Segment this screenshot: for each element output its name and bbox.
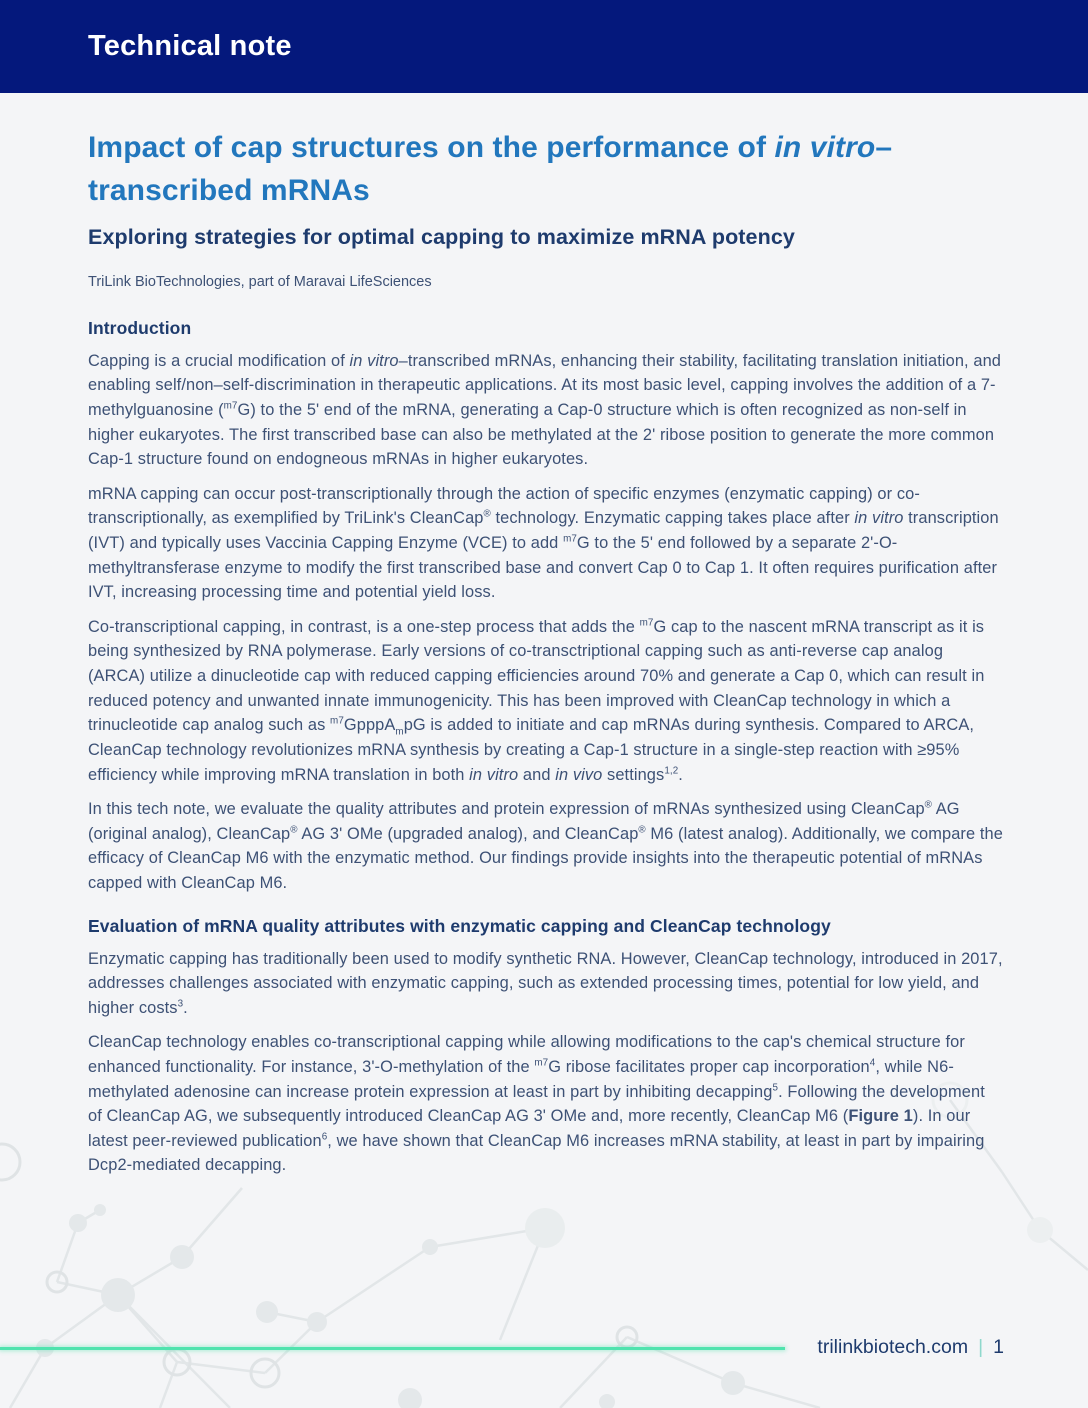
body-paragraph: Capping is a crucial modification of in vitro–transcribed mRNAs, enhancing their stability, facilitating translation initiation, and enabling self/non–self-discrimination in therapeutic applications. At its most basic level, capping involves the addition of a 7-methylguanosine ($^{m7}$G) to the 5' end of the mRNA, generating a Cap-0 structure which is often recognized as non-self in higher eukaryotes. The first transcribed base can also be methylated at the 2' ribose position to generate the more common Cap-1 structure found on endogneous mRNAs in higher eukaryotes. [88, 351, 1002, 469]
body-paragraph: In this tech note, we evaluate the quality attributes and protein expression of mRNAs synthesized using CleanCap® AG (original analog), CleanCap® AG 3' OMe (upgraded analog), and CleanCap® M6 (latest analog). Additionally, we compare the efficacy of CleanCap M6 with the enzymatic method. Our findings provide insights into the therapeutic potential of mRNAs capped with CleanCap M6. [88, 799, 1003, 892]
page-subtitle: Exploring strategies for optimal capping to maximize mRNA potency [88, 224, 795, 249]
footer-accent-line [0, 1347, 785, 1350]
content-area [0, 93, 1088, 1178]
body-paragraph: mRNA capping can occur post-transcriptionally through the action of specific enzymes (enzymatic capping) or co-transcriptionally, as exemplified by TriLink's CleanCap® technology. Enzymatic capping takes place after in vitro transcription (IVT) and typically uses Vaccinia Capping Enzyme (VCE) to add $^{m7}$G to the 5' end followed by a separate 2'-O-methyltransferase enzyme to modify the first transcribed base and convert Cap 0 to Cap 1. It often requires purification after IVT, increasing processing time and potential yield loss. [88, 484, 999, 602]
footer-text [817, 1336, 1004, 1359]
footer-separator: | [978, 1336, 984, 1358]
section-introduction [88, 318, 1003, 896]
header-bar [0, 0, 1088, 93]
page-title: Impact of cap structures on the performance of in vitro–transcribed mRNAs [88, 131, 893, 207]
section-heading-evaluation: Evaluation of mRNA quality attributes with enzymatic capping and CleanCap technology [88, 915, 831, 936]
footer-website-link[interactable]: trilinkbiotech.com [817, 1336, 969, 1358]
byline: TriLink BioTechnologies, part of Maravai LifeSciences [88, 273, 432, 290]
section-evaluation [88, 916, 1003, 1178]
body-paragraph: Enzymatic capping has traditionally been used to modify synthetic RNA. However, CleanCap technology, introduced in 2017, addresses challenges associated with enzymatic capping, such as extended processing times, potential for low yield, and higher costs$^3$. [88, 949, 1003, 1017]
body-paragraph: CleanCap technology enables co-transcriptional capping while allowing modifications to the cap's chemical structure for enhanced functionality. For instance, 3'-O-methylation of the $^{m7}$G ribose facilitates proper cap incorporation$^4$, while N6-methylated adenosine can increase protein expression at least in part by inhibiting decapping$^5$. Following the development of CleanCap AG, we subsequently introduced CleanCap AG 3' OMe and, more recently, CleanCap M6 (Figure 1). In our latest peer-reviewed publication$^6$, we have shown that CleanCap M6 increases mRNA stability, at least in part by impairing Dcp2-mediated decapping. [88, 1033, 985, 1175]
document-type-label: Technical note [88, 30, 292, 62]
page-footer [0, 1336, 1088, 1364]
page-number: 1 [993, 1336, 1004, 1358]
section-heading-introduction: Introduction [88, 317, 192, 338]
body-paragraph: Co-transcriptional capping, in contrast, is a one-step process that adds the $^{m7}$G cap to the nascent mRNA transcript as it is being synthesized by RNA polymerase. Early versions of co-transctriptional capping such as anti-reverse cap analog (ARCA) utilize a dinucleotide cap with reduced capping efficiencies around 70% and generate a Cap 0, which can result in reduced potency and unwanted innate immunogenicity. This has been improved with CleanCap technology in which a trinucleotide cap analog such as $^{m7}$GpppA$_m$pG is added to initiate and cap mRNAs during synthesis. Compared to ARCA, CleanCap technology revolutionizes mRNA synthesis by creating a Cap-1 structure in a single-step reaction with ≥95% efficiency while improving mRNA translation in both in vitro and in vivo settings$^{1,2}$. [88, 617, 985, 784]
